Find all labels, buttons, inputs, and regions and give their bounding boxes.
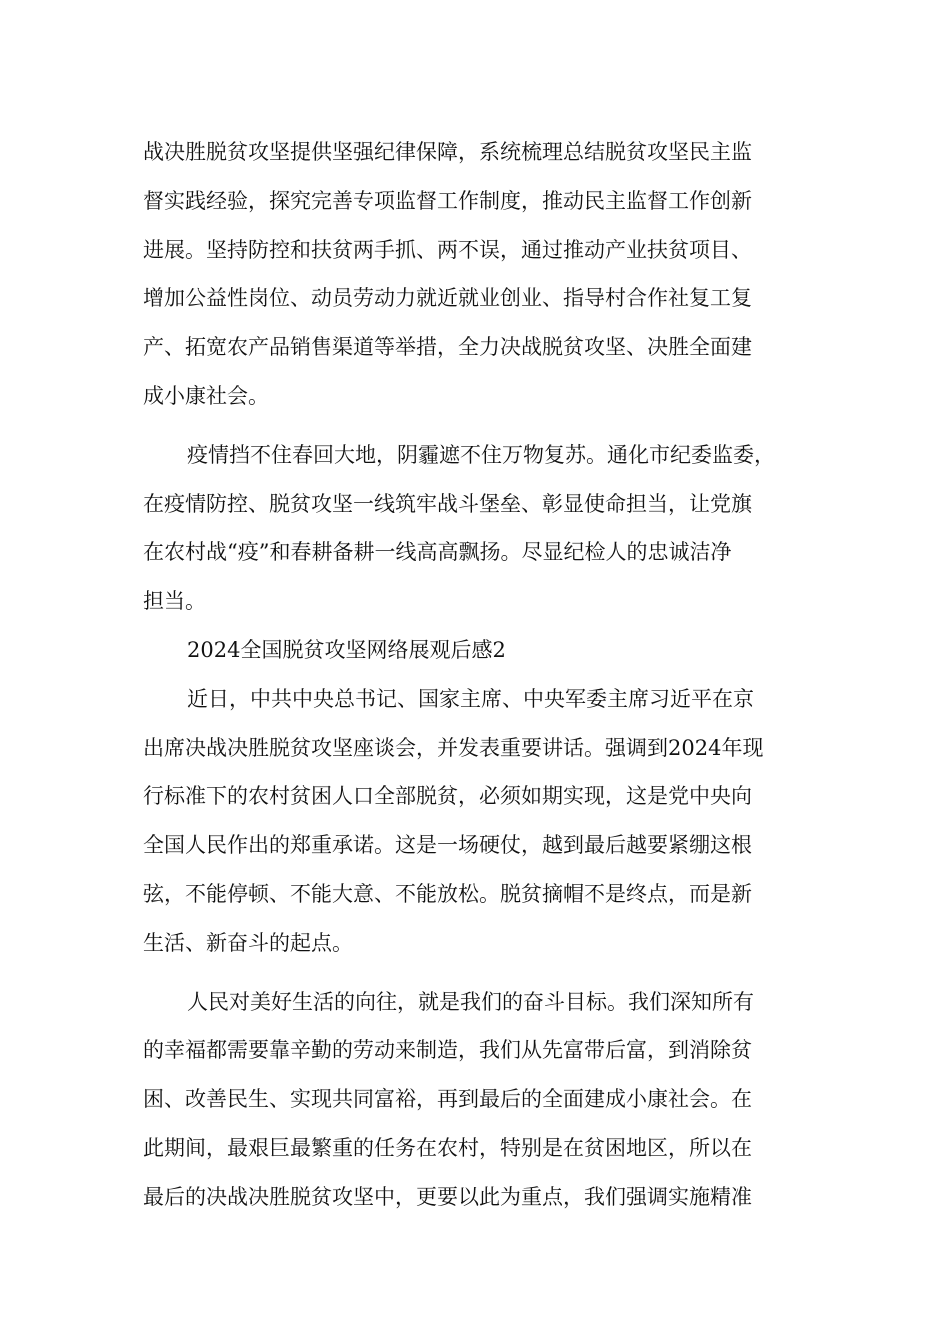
paragraph-4-line: 困、改善民生、实现共同富裕，再到最后的全面建成小康社会。在 xyxy=(143,1087,752,1112)
paragraph-1-line: 进展。坚持防控和扶贫两手抓、两不误，通过推动产业扶贫项目、 xyxy=(143,237,752,262)
paragraph-2 xyxy=(143,431,809,626)
section-heading: 2024全国脱贫攻坚网络展观后感2 xyxy=(187,637,506,662)
paragraph-4-line: 的幸福都需要靠辛勤的劳动来制造，我们从先富带后富，到消除贫 xyxy=(143,1038,752,1063)
paragraph-4-line: 最后的决战决胜脱贫攻坚中，更要以此为重点，我们强调实施精准 xyxy=(143,1184,752,1209)
paragraph-2-line: 在疫情防控、脱贫攻坚一线筑牢战斗堡垒、彰显使命担当，让党旗 xyxy=(143,491,752,516)
paragraph-1-line: 战决胜脱贫攻坚提供坚强纪律保障，系统梳理总结脱贫攻坚民主监 xyxy=(143,140,752,164)
paragraph-gap xyxy=(143,421,809,431)
paragraph-1-line: 增加公益性岗位、动员劳动力就近就业创业、指导村合作社复工复 xyxy=(143,286,752,311)
document-body xyxy=(143,128,809,1222)
paragraph-3-line: 全国人民作出的郑重承诺。这是一场硬仗，越到最后越要紧绷这根 xyxy=(143,833,752,858)
paragraph-1 xyxy=(143,128,809,421)
paragraph-4 xyxy=(143,978,809,1222)
paragraph-2-line: 在农村战“疫”和春耕备耕一线高高飘扬。尽显纪检人的忠诚洁净 xyxy=(143,540,732,565)
paragraph-1-line: 成小康社会。 xyxy=(143,383,269,408)
paragraph-3-line: 生活、新奋斗的起点。 xyxy=(143,930,353,955)
paragraph-1-line: 督实践经验，探究完善专项监督工作制度，推动民主监督工作创新 xyxy=(143,188,752,213)
paragraph-2-line: 担当。 xyxy=(143,589,206,614)
paragraph-3 xyxy=(143,675,809,968)
paragraph-2-line: 疫情挡不住春回大地，阴霾遮不住万物复苏。通化市纪委监委， xyxy=(187,442,775,467)
paragraph-3-line: 弦，不能停顿、不能大意、不能放松。脱贫摘帽不是终点，而是新 xyxy=(143,881,752,906)
paragraph-4-line: 人民对美好生活的向往，就是我们的奋斗目标。我们深知所有 xyxy=(187,989,754,1014)
paragraph-3-line: 近日，中共中央总书记、国家主席、中央军委主席习近平在京 xyxy=(187,686,754,711)
paragraph-gap xyxy=(143,968,809,978)
paragraph-1-line: 产、拓宽农产品销售渠道等举措，全力决战脱贫攻坚、决胜全面建 xyxy=(143,335,752,360)
paragraph-4-line: 此期间，最艰巨最繁重的任务在农村，特别是在贫困地区，所以在 xyxy=(143,1135,752,1160)
paragraph-3-line: 行标准下的农村贫困人口全部脱贫，必须如期实现，这是党中央向 xyxy=(143,784,752,809)
paragraph-3-line: 出席决战决胜脱贫攻坚座谈会，并发表重要讲话。强调到2024年现 xyxy=(143,735,764,760)
